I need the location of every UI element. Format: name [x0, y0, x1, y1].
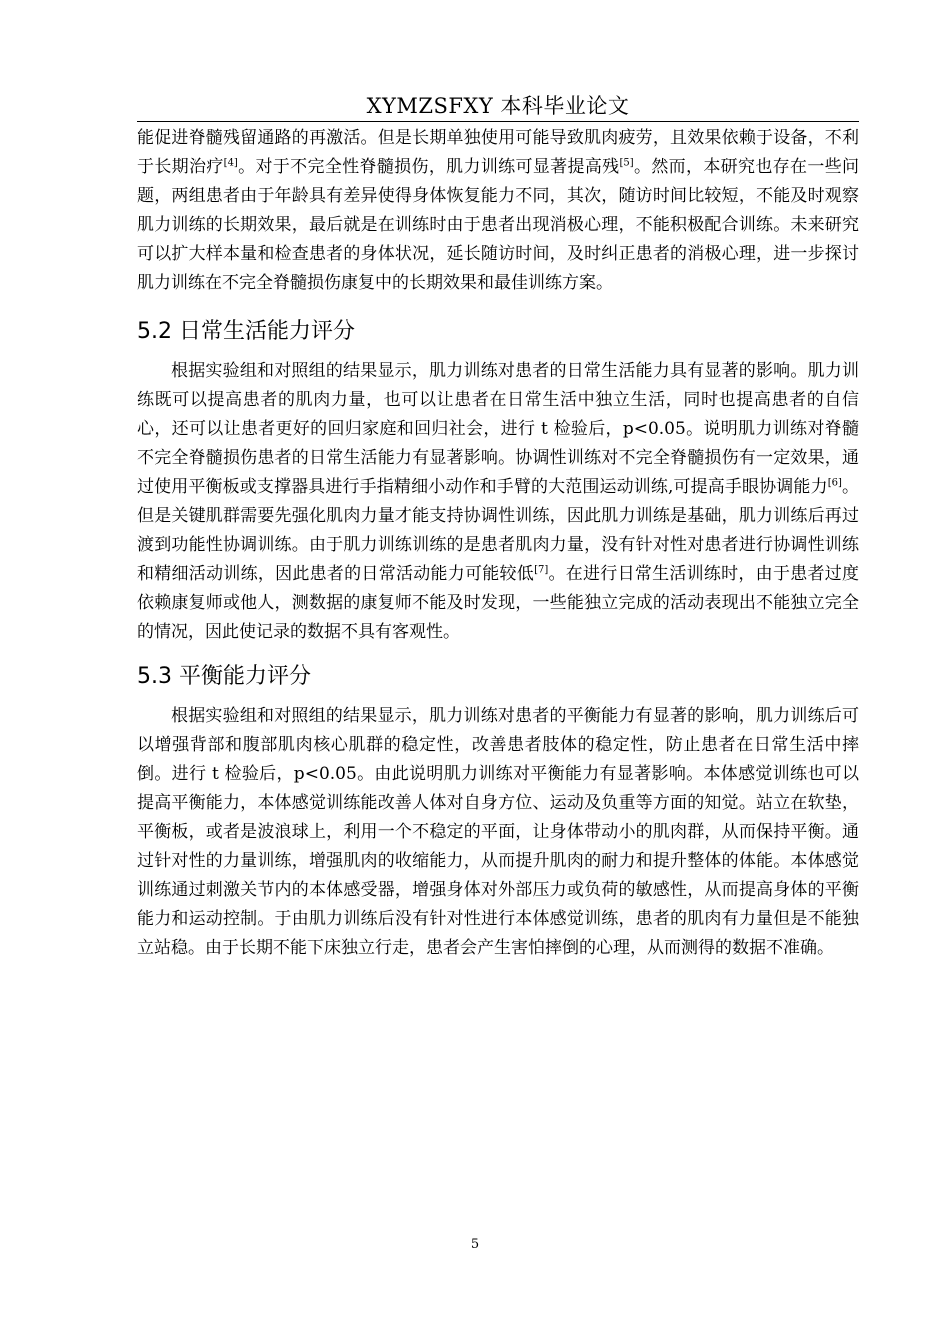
section-5-2-text-1: 根据实验组和对照组的结果显示，肌力训练对患者的日常生活能力具有显著的影响。肌力训练既可以提高患者的肌肉力量，也可以让患者在日常生活中独立生活，同时也提高患者的自信心，还可以让患者更好的回归家庭和回归社会，进行 t 检验后，p<0.05。说明肌力训练对脊髓不完全脊髓损伤患者的日常生活能力有显著影响。协调性训练对不完全脊髓损伤有一定效果，通过使用平衡板或支撑器具进行手指精细小动作和手臂的大范围运动训练,可提高手眼协调能力	[137, 360, 859, 497]
intro-text-3: 。然而，本研究也存在一些问题，两组患者由于年龄具有差异使得身体恢复能力不同，其次，随访时间比较短，不能及时观察肌力训练的长期效果，最后就是在训练时由于患者出现消极心理，不能积极配合训练。未来研究可以扩大样本量和检查患者的身体状况，延长随访时间，及时纠正患者的消极心理，进一步探讨肌力训练在不完全脊髓损伤康复中的长期效果和最佳训练方案。	[137, 157, 860, 294]
section-5-2-paragraph	[137, 357, 859, 648]
intro-text-2: 。对于不完全性脊髓损伤，肌力训练可显著提高残	[237, 157, 620, 178]
citation-7: [7]	[534, 564, 549, 576]
header-divider	[137, 121, 859, 122]
citation-6: [6]	[827, 477, 842, 489]
page-number: 5	[470, 1237, 480, 1252]
section-heading-5-2: 5.2 日常生活能力评分	[137, 318, 355, 344]
section-5-3-paragraph: 根据实验组和对照组的结果显示，肌力训练对患者的平衡能力有显著的影响，肌力训练后可以增强背部和腹部肌肉核心肌群的稳定性，改善患者肢体的稳定性，防止患者在日常生活中摔倒。进行 t 检验后，p<0.05。由此说明肌力训练对平衡能力有显著影响。本体感觉训练也可以提高平衡能力，本体感觉训练能改善人体对自身方位、运动及负重等方面的知觉。站立在软垫，平衡板，或者是波浪球上，利用一个不稳定的平面，让身体带动小的肌肉群，从而保持平衡。通过针对性的力量训练，增强肌肉的收缩能力，从而提升肌肉的耐力和提升整体的体能。本体感觉训练通过刺激关节内的本体感受器，增强身体对外部压力或负荷的敏感性，从而提高身体的平衡能力和运动控制。于由肌力训练后没有针对性进行本体感觉训练，患者的肌肉有力量但是不能独立站稳。由于长期不能下床独立行走，患者会产生害怕摔倒的心理，从而测得的数据不准确。	[137, 705, 859, 959]
page-header: XYMZSFXY 本科毕业论文	[366, 94, 630, 118]
section-5-2-text-3: 。在进行日常生活训练时，由于患者过度依赖康复师或他人，测数据的康复师不能及时发现，一些能独立完成的活动表现出不能独立完全的情况，因此使记录的数据不具有客观性。	[137, 564, 860, 643]
intro-text-1: 能促进脊髓残留通路的再激活。但是长期单独使用可能导致肌肉疲劳，且效果依赖于设备，不利于长期治疗	[137, 128, 859, 178]
page-body	[137, 124, 859, 963]
citation-5: [5]	[619, 157, 634, 169]
intro-paragraph	[137, 124, 859, 299]
citation-4: [4]	[223, 157, 238, 169]
section-heading-5-3: 5.3 平衡能力评分	[137, 663, 311, 689]
section-5-2-text-2: 。但是关键肌群需要先强化肌肉力量才能支持协调性训练，因此肌力训练是基础，肌力训练后再过渡到功能性协调训练。由于肌力训练训练的是患者肌肉力量，没有针对性对患者进行协调性训练和精细活动训练，因此患者的日常活动能力可能较低	[137, 476, 860, 585]
